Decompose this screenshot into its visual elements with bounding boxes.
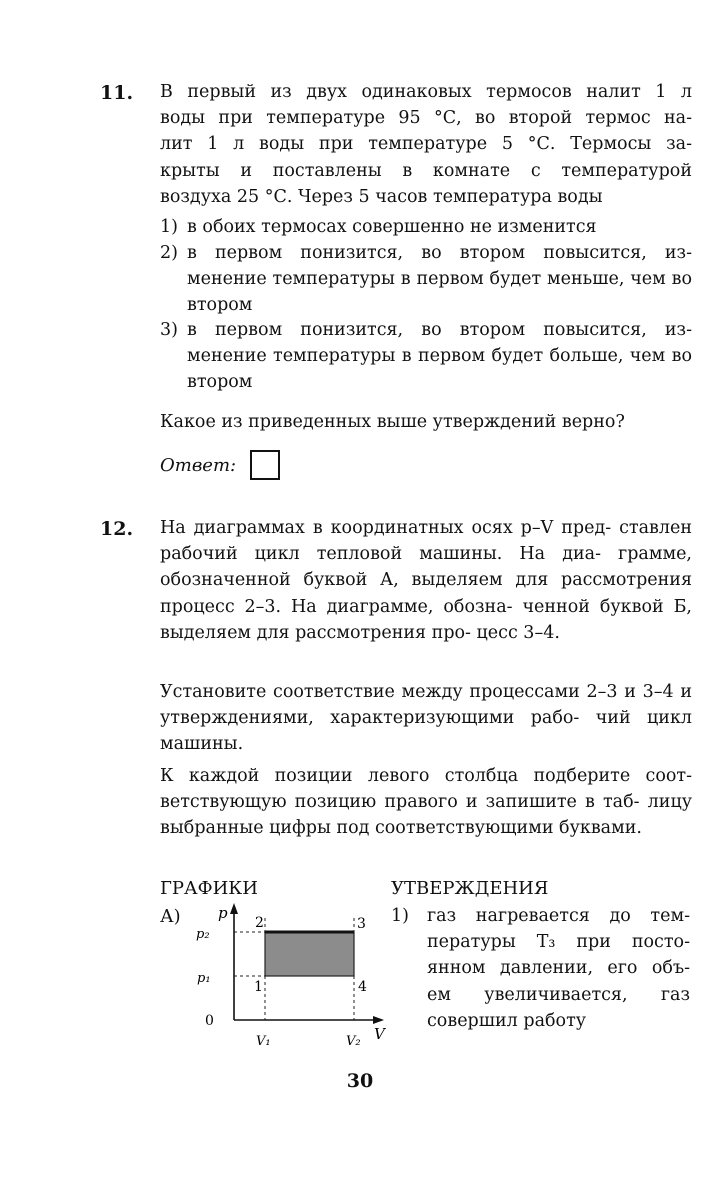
q12-paragraph-1: На диаграммах в координатных осях p–V пред- ставлен рабочий цикл тепловой машины. На диа- грамме, обозначенной буквой А, выделяем для рассмотрения процесс 2–3. На диаграмме, обозна- ченной буквой Б, выделяем для рассмотрения про- цесс 3–4. (160, 518, 692, 643)
statements-header: УТВЕРЖДЕНИЯ (391, 878, 549, 899)
question-11-text (160, 79, 692, 210)
q11-option-2-num: 2) (160, 243, 178, 263)
statement-1-text: газ нагревается до тем- пературы T₃ при посто- янном давлении, его объ- ем увеличивается, газ совершил работу (427, 906, 690, 1031)
point-4-label: 4 (358, 979, 367, 995)
statement-1-num: 1) (391, 906, 409, 926)
point-3-label: 3 (357, 916, 366, 932)
point-1-label: 1 (254, 979, 263, 995)
q11-line-2: воды при температуре 95 °С, во второй термос на- (160, 108, 692, 129)
q11-option-3-num: 3) (160, 320, 178, 340)
pv-diagram (190, 900, 400, 1050)
q11-option-2 (160, 240, 692, 319)
q11-line-4: крыты и поставлены в комнате с температурой (160, 160, 692, 181)
q12-paragraph-2: Установите соответствие между процессами 2–3 и 3–4 и утверждениями, характеризующими рабо- чий цикл машины. (160, 682, 692, 755)
question-11-number: 11. (100, 82, 134, 104)
q11-line-3: лит 1 л воды при температуре 5 °С. Термосы за- (160, 134, 692, 155)
q12-paragraph-3: К каждой позиции левого столбца подберите соот- ветствующую позицию правого и запишите в таб- лицу выбранные цифры под соответствующими буквами. (160, 766, 692, 839)
p2-label: p₂ (196, 927, 210, 942)
q11-line-1: В первый из двух одинаковых термосов налит 1 л (160, 82, 692, 102)
y-axis-label: p (218, 904, 228, 922)
x-axis-arrow (373, 1016, 384, 1024)
q11-answer-box[interactable] (250, 450, 280, 480)
question-12-number: 12. (100, 518, 134, 540)
q11-answer-label: Ответ: (160, 455, 237, 476)
cycle-region (265, 932, 354, 976)
q11-option-1 (160, 214, 692, 240)
q11-option-3 (160, 317, 692, 396)
graph-a-letter: А) (160, 906, 181, 927)
q11-option-3-text: в первом понизится, во втором повысится, из- менение температуры в первом будет больше, чем во втором (187, 320, 692, 393)
graphs-header: ГРАФИКИ (160, 878, 258, 899)
v1-label: V₁ (256, 1034, 271, 1049)
q11-option-2-text: в первом понизится, во втором повысится, из- менение температуры в первом будет меньше, чем во втором (187, 243, 692, 316)
y-axis-arrow (230, 903, 238, 914)
p1-label: p₁ (197, 971, 211, 986)
x-axis-label: V (374, 1025, 385, 1043)
q11-option-1-num: 1) (160, 217, 178, 237)
q11-question: Какое из приведенных выше утверждений верно? (160, 412, 625, 432)
q11-line-5: воздуха 25 °С. Через 5 часов температура воды (160, 186, 603, 207)
origin-label: 0 (205, 1013, 214, 1029)
q11-option-1-text: в обоих термосах совершенно не изменится (187, 217, 597, 237)
page-number: 30 (346, 1070, 374, 1092)
v2-label: V₂ (346, 1034, 361, 1049)
point-2-label: 2 (255, 915, 264, 931)
